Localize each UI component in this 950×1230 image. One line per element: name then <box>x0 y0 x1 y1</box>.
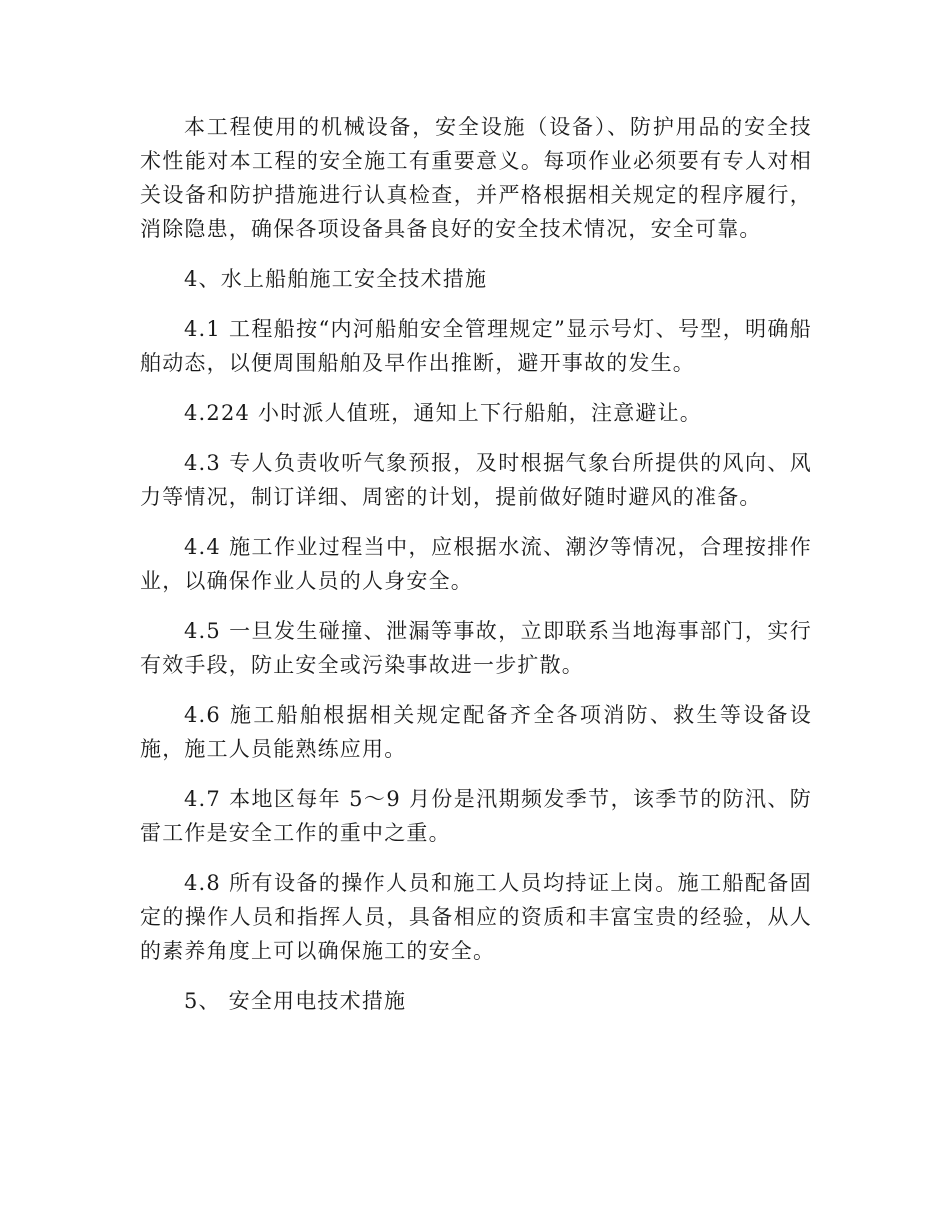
paragraph-4-1: 4.1 工程船按“内河船舶安全管理规定”显示号灯、号型，明确船舶动态，以便周围船舶及早作出推断，避开事故的发生。 <box>140 317 812 375</box>
paragraph-4-5: 4.5 一旦发生碰撞、泄漏等事故，立即联系当地海事部门，实行有效手段，防止安全或污染事故进一步扩散。 <box>140 619 812 677</box>
document-body <box>140 110 812 1034</box>
paragraph-4-7: 4.7 本地区每年 5～9 月份是汛期频发季节，该季节的防汛、防雷工作是安全工作的重中之重。 <box>140 787 812 845</box>
section-heading-5: 5、 安全用电技术措施 <box>184 989 407 1013</box>
paragraph-4-2: 4.224 小时派人值班，通知上下行船舶，注意避让。 <box>184 401 702 425</box>
paragraph-4-8: 4.8 所有设备的操作人员和施工人员均持证上岗。施工船配备固定的操作人员和指挥人员，具备相应的资质和丰富宝贵的经验，从人的素养角度上可以确保施工的安全。 <box>140 871 812 963</box>
section-heading-4: 4、水上船舶施工安全技术措施 <box>184 267 488 291</box>
paragraph-intro: 本工程使用的机械设备，安全设施（设备）、防护用品的安全技术性能对本工程的安全施工有重要意义。每项作业必须要有专人对相关设备和防护措施进行认真检查，并严格根据相关规定的程序履行，消除隐患，确保各项设备具备良好的安全技术情况，安全可靠。 <box>140 115 812 241</box>
paragraph-4-6: 4.6 施工船舶根据相关规定配备齐全各项消防、救生等设备设施，施工人员能熟练应用。 <box>140 703 812 761</box>
paragraph-4-4: 4.4 施工作业过程当中，应根据水流、潮汐等情况，合理按排作业，以确保作业人员的人身安全。 <box>140 535 812 593</box>
paragraph-4-3: 4.3 专人负责收听气象预报，及时根据气象台所提供的风向、风力等情况，制订详细、周密的计划，提前做好随时避风的准备。 <box>140 451 812 509</box>
